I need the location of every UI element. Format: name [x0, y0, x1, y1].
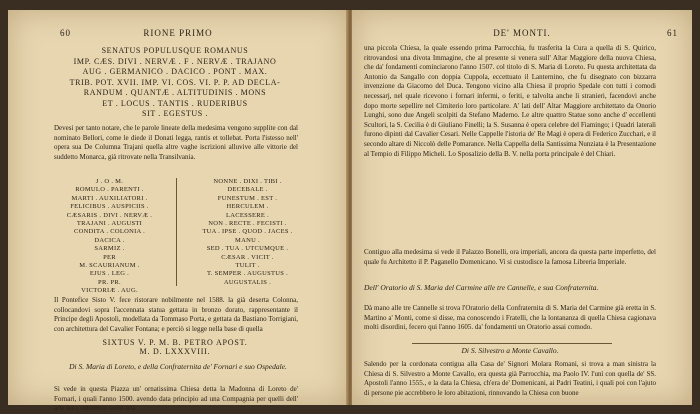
inscription-line: MARTI . AUXILIATORI . — [71, 194, 148, 202]
inscription-line: TRIB. POT. XVII. IMP. VI. COS. VI. P. P. AD DECLA- — [69, 77, 281, 87]
sixtus-inscription — [56, 338, 294, 356]
inscription-line: RANDUM . QUANTÆ . ALTITUDINIS . MONS — [83, 88, 267, 97]
inscription-line: EJUS . LEG . — [89, 270, 130, 278]
inscription-right-column — [180, 178, 315, 287]
inscription-line: TRAJANI . AUGUSTI — [76, 220, 143, 228]
silvestro-section-heading: Di S. Silvestro a Monte Cavallo. — [461, 346, 559, 355]
inscription-line: SENATUS POPULUSQUE ROMANUS — [101, 46, 249, 55]
inscription-line: HERCULEM . — [226, 203, 269, 211]
inscription-line: AUG . GERMANICO . DACICO . PONT . MAX. — [82, 67, 268, 76]
inscription-line: ROMULO . PARENTI . — [75, 186, 144, 194]
inscription-line: SED . TUA . UTCUMQUE . — [206, 245, 289, 253]
senatus-inscription — [56, 46, 294, 120]
inscription-line: AUGUSTALIS . — [223, 278, 272, 286]
inscription-line: ET . LOCUS . TANTIS . RUDERIBUS — [102, 98, 248, 108]
inscription-line: VICTORIÆ . AUG. — [81, 287, 138, 295]
inscription-line: DECEBALE . — [227, 186, 268, 194]
silvestro-section-text: Salendo per la cordonata contigua alla Casa de' Signori Molara Romani, si trova a man sinistra la Chiesa di S. Silvestro a Monte Cavallo, era questa già Parrocchia, ma Paolo IV. l'unì con quella de' SS. Apostoli l'anno 1555., e la data la Chiesa, ch'era de' Domenicani, ai Padri Teatini, i quali poi con l'ajuto di persone pie accrebbero le loro abitazioni, rinnovando la Chiesa con buone — [364, 360, 656, 397]
inscription-divider — [176, 178, 177, 286]
right-running-title: DE' MONTI. — [493, 28, 551, 38]
inscription-line: SARMIZ . — [94, 245, 125, 253]
inscription-line: TULIT . — [235, 262, 260, 270]
left-paragraph-1: Devesi per tanto notare, che le parole lineate della medesima vengono supplite con dal nominato Bellori, come le diede il Donati legga, rantis et tollebat. Porta l'istesso nell' opera sua De Columna Trajani quella altre vaghe iscrizioni alluvive alle vittorie del suddetto Monarca, già ritrovate nella Transilvania. — [54, 124, 298, 161]
inscription-line: SIXTUS V. P. M. B. PETRO APOST. — [102, 338, 248, 347]
inscription-line: DACICA . — [94, 236, 125, 244]
carmine-section-text: Dà mano alle tre Cannelle si trova l'Oratorio della Confraternita di S. Maria del Carmine già eretta in S. Martino a' Monti, come si disse, ma conoscendo i Fratelli, che la lontananza di quella Chiesa cagionava molti disordini, fecero qui l'anno 1605. da' fondamenti un Oratorio assai comodo. — [364, 304, 656, 332]
right-page-number: 61 — [667, 28, 678, 38]
left-running-head — [8, 28, 348, 40]
inscription-line: NONNE . DIXI . TIBI . — [213, 178, 282, 185]
inscription-line: MANU . — [235, 236, 260, 244]
loreto-section-heading: Di S. Maria di Loreto, e della Confraternita de' Fornari e suo Ospedale. — [69, 362, 287, 371]
inscription-line: J . O . M. — [95, 178, 124, 185]
left-paragraph-2: Il Pontefice Sisto V. fece ristorare nobilmente nel 1588. la già deserta Colonna, collocandovi sopra l'accennata statua gettata in bronzo dorato, rappresentante il Principe degli Apostoli, modellata da Tommaso Porta, e gettata da Bastiano Torrigiani, con architettura del Cavalier Fontana; e perciò si legge nella base di quella — [54, 296, 298, 333]
right-page — [352, 10, 692, 405]
right-paragraph-2: Contiguo alla medesima si vede il Palazzo Bonelli, ora imperiali, ancora da questa parte imperfetto, del quale fu Architetto il P. Paganello Domenicano. Vi si custodisce la famosa Libreria Imperiale. — [364, 248, 656, 266]
left-page — [8, 10, 348, 413]
inscription-line: LACESSERE . — [225, 211, 270, 219]
inscription-line: SIT . EGESTUS . — [142, 109, 208, 118]
inscription-line: FUNESTUM . EST . — [217, 194, 278, 202]
inscription-line: CÆSARIS . DIVI . NERVÆ . — [66, 211, 153, 219]
inscription-line: CÆSAR . VICIT . — [221, 253, 274, 261]
inscription-line: FELICIBUS . AUSPICIIS . — [70, 203, 149, 211]
left-page-number: 60 — [60, 28, 71, 38]
left-running-title: RIONE PRIMO — [143, 28, 213, 38]
carmine-section-heading: Dell' Oratorio di S. Maria del Carmine alle tre Cannelle, e sua Confraternita. — [364, 283, 599, 292]
inscription-line: M. D. LXXXVIII. — [139, 347, 211, 356]
left-paragraph-3: Si vede in questa Piazza un' ornatissima Chiesa detta la Madonna di Loreto de' Fornari, i quali l'anno 1500. avendo data principio ad una Compagnia per quelli dell' arte loro, ottennero quivi una — [54, 385, 298, 413]
right-paragraph-1: una piccola Chiesa, la quale essendo prima Parrocchia, fu trasferita la Cura a quella di S. Quirico, ritrovandosi una divota Immagine, che al presente si venera sull' Altar Maggiore della nuova Chiesa, che da' fondamenti cominciarono l'anno 1507. col titolo di S. Maria di Loreto. Fu questa architettata da Antonio da Sangallo con doppia Cuppola, eccettuato il Lanternino, che fu disegnato con bizzarra invenzione da Giacomo del Duca. Tengono vicino alla Chiesa il proprio Spedale con tutti i comodi necessarj, nel quale ricevono i fornari infermi, o feriti, e talvolta anche li stranieri, facendovi anche dopo morte sepellire nel Cimiterio loro particolare. A' lati dell' Altar Maggiore architettato da Onorio Lunghi, sono due Angeli scolpiti da Stefano Maderno. Le altre quattro Statue sono anche d' eccellenti Scultori, la S. Cecilia è di Giuliano Finelli; la S. Susanna è opera celebre del Fiamingo; i Quadri laterali furono dipinti dal Cavalier Cesari. Nelle Cappelle l'istoria de' Re Magi è opera di Federico Zucchari, e il secondo altare di Niccolò delle Pomarance. Nella Cappella della Santissima Nunziata è la Presentazione al Tempio di Filippo Micheli. Lo Sposalizio della B. V. nella porta principale è del Chiari. — [364, 44, 656, 158]
section-rule — [412, 343, 612, 344]
inscription-left-column — [42, 178, 177, 296]
inscription-line: T. SEMPER . AUGUSTUS . — [206, 270, 289, 278]
inscription-line: TUA . IPSE . QUOD . JACES . — [202, 228, 293, 236]
inscription-line: NON . RECTE . FECISTI . — [208, 220, 287, 228]
inscription-line: IMP. CÆS. DIVI . NERVÆ . F . NERVÆ . TRAJANO — [73, 56, 277, 66]
inscription-line: CONDITA . COLONIA . — [73, 228, 146, 236]
inscription-line: PER — [103, 253, 116, 261]
inscription-line: M. SCAURIANUM . — [79, 262, 140, 270]
right-running-head — [352, 28, 692, 40]
inscription-line: PR. PR. — [98, 278, 121, 286]
